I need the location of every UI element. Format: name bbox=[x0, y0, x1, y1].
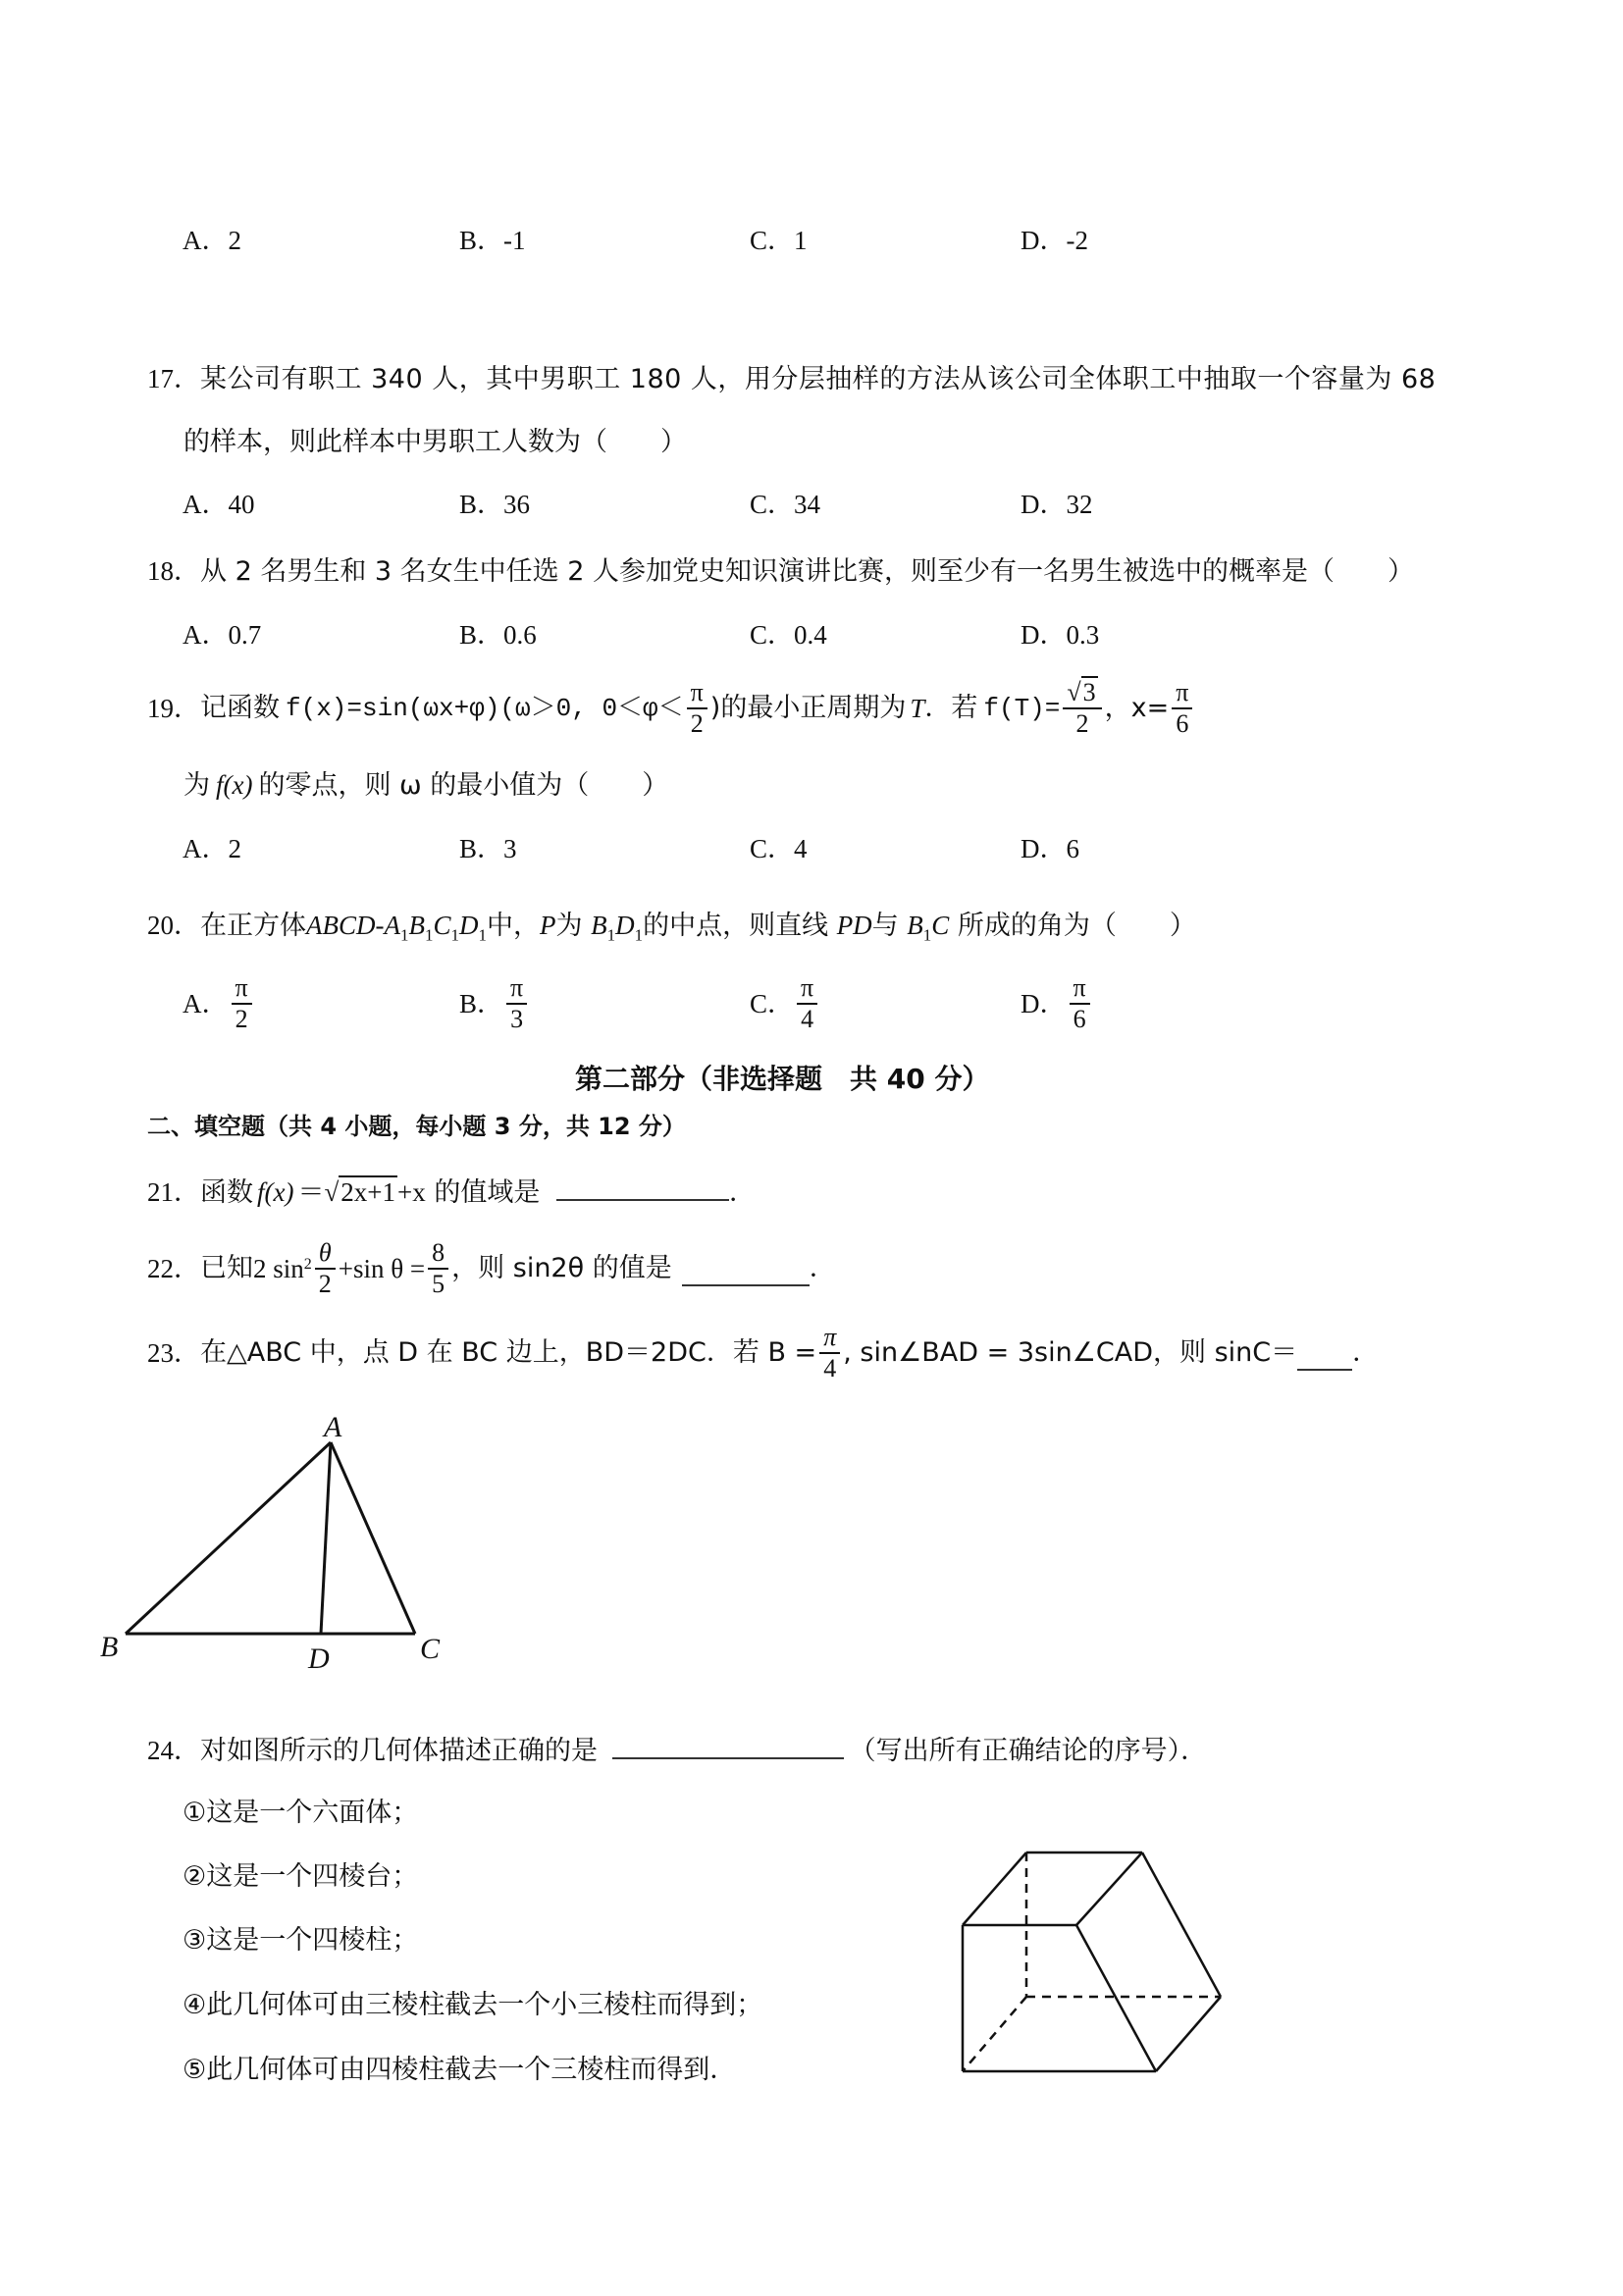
question-number: 24． bbox=[147, 1736, 200, 1765]
function-expression: f(x)=sin(ωx+φ)(ω＞0, 0＜φ＜ bbox=[286, 694, 684, 723]
question-text: 某公司有职工 340 人，其中男职工 180 人，用分层抽样的方法从该公司全体职工中抽取一个容量为 68 bbox=[200, 364, 1437, 394]
radicand: 2x+1 bbox=[340, 1177, 396, 1207]
fraction-pi-over-6: $\frac{\pi}{6}$ bbox=[1172, 678, 1192, 739]
question-text-line2: 的样本，则此样本中男职工人数为（ ） bbox=[183, 427, 687, 457]
question-number: 19． bbox=[147, 694, 200, 723]
side-ac bbox=[331, 1442, 415, 1634]
q17-option-a: A．40 bbox=[183, 490, 255, 519]
question-22: 22． 已知 2 sin 2 $\frac{\theta}{2}$ +sin θ = $\frac{8}{5}$ ，则 sin2θ 的值是 ． bbox=[147, 1238, 836, 1298]
question-23: 23． 在△ABC 中，点 D 在 BC 边上，BD＝2DC．若 B = $\frac{\pi}{4}$ , sin∠BAD = 3sin∠CAD，则 sinC＝ ． bbox=[147, 1323, 1380, 1383]
q19-option-a: A．2 bbox=[183, 834, 241, 863]
question-number: 20． bbox=[147, 911, 200, 940]
q17-option-b: B．36 bbox=[459, 490, 531, 519]
part-two-heading: 第二部分（非选择题 共 40 分） bbox=[575, 1063, 990, 1095]
fraction-sqrt3-over-2: $\frac{√3}{2}$ bbox=[1063, 678, 1101, 739]
statement-5: ⑤此几何体可由四棱柱截去一个三棱柱而得到． bbox=[183, 2055, 737, 2085]
q20-option-d: D． $\frac{\pi}{6}$ bbox=[1021, 973, 1093, 1034]
question-number: 22． bbox=[147, 1254, 200, 1283]
statement-2: ②这是一个四棱台； bbox=[183, 1861, 419, 1892]
label-a: A bbox=[324, 1411, 342, 1443]
q19-option-b: B．3 bbox=[459, 834, 517, 863]
side-ab bbox=[126, 1442, 331, 1634]
statement-3: ③这是一个四棱柱； bbox=[183, 1925, 419, 1956]
question-text: 从 2 名男生和 3 名女生中任选 2 人参加党史知识演讲比赛，则至少有一名男生被选中的概率是（ ） bbox=[200, 556, 1415, 587]
label-c: C bbox=[420, 1633, 441, 1665]
label-b: B bbox=[100, 1631, 119, 1663]
q18-option-b: B．0.6 bbox=[459, 620, 537, 650]
question-number: 21． bbox=[147, 1177, 200, 1207]
q19-option-d: D．6 bbox=[1021, 834, 1079, 863]
q17-option-c: C．34 bbox=[750, 490, 821, 519]
q20-option-c: C． $\frac{\pi}{4}$ bbox=[750, 973, 820, 1034]
question-number: 18． bbox=[147, 556, 200, 586]
question-text: 记函数 bbox=[200, 693, 280, 723]
label-d: D bbox=[308, 1643, 330, 1675]
section-heading-fill-in: 二、填空题（共 4 小题，每小题 3 分，共 12 分） bbox=[147, 1113, 686, 1140]
polyhedron-figure bbox=[963, 1852, 1221, 2071]
statement-4: ④此几何体可由三棱柱截去一个小三棱柱而得到； bbox=[183, 1990, 763, 2020]
q19-option-c: C．4 bbox=[750, 834, 808, 863]
q16-option-a: A．2 bbox=[183, 226, 241, 255]
q20-option-b: B． $\frac{\pi}{3}$ bbox=[459, 973, 530, 1034]
segment-ad bbox=[321, 1442, 331, 1634]
q20-option-a: A． $\frac{\pi}{2}$ bbox=[183, 973, 255, 1034]
q16-option-c: C．1 bbox=[750, 226, 808, 255]
answer-blank[interactable] bbox=[612, 1738, 844, 1759]
question-number: 23． bbox=[147, 1338, 200, 1368]
fraction-pi-over-2: $\frac{\pi}{2}$ bbox=[687, 678, 707, 739]
q17-option-d: D．32 bbox=[1021, 490, 1093, 519]
q16-option-d: D．-2 bbox=[1021, 226, 1088, 255]
question-number: 17． bbox=[147, 364, 200, 393]
q18-option-d: D．0.3 bbox=[1021, 620, 1100, 650]
question-21: 21．函数 f(x) ＝√2x+1+x 的值域是 ． bbox=[147, 1177, 756, 1208]
q18-option-c: C．0.4 bbox=[750, 620, 827, 650]
q16-option-b: B．-1 bbox=[459, 226, 526, 255]
statement-1: ①这是一个六面体； bbox=[183, 1798, 419, 1828]
q18-option-a: A．0.7 bbox=[183, 620, 262, 650]
